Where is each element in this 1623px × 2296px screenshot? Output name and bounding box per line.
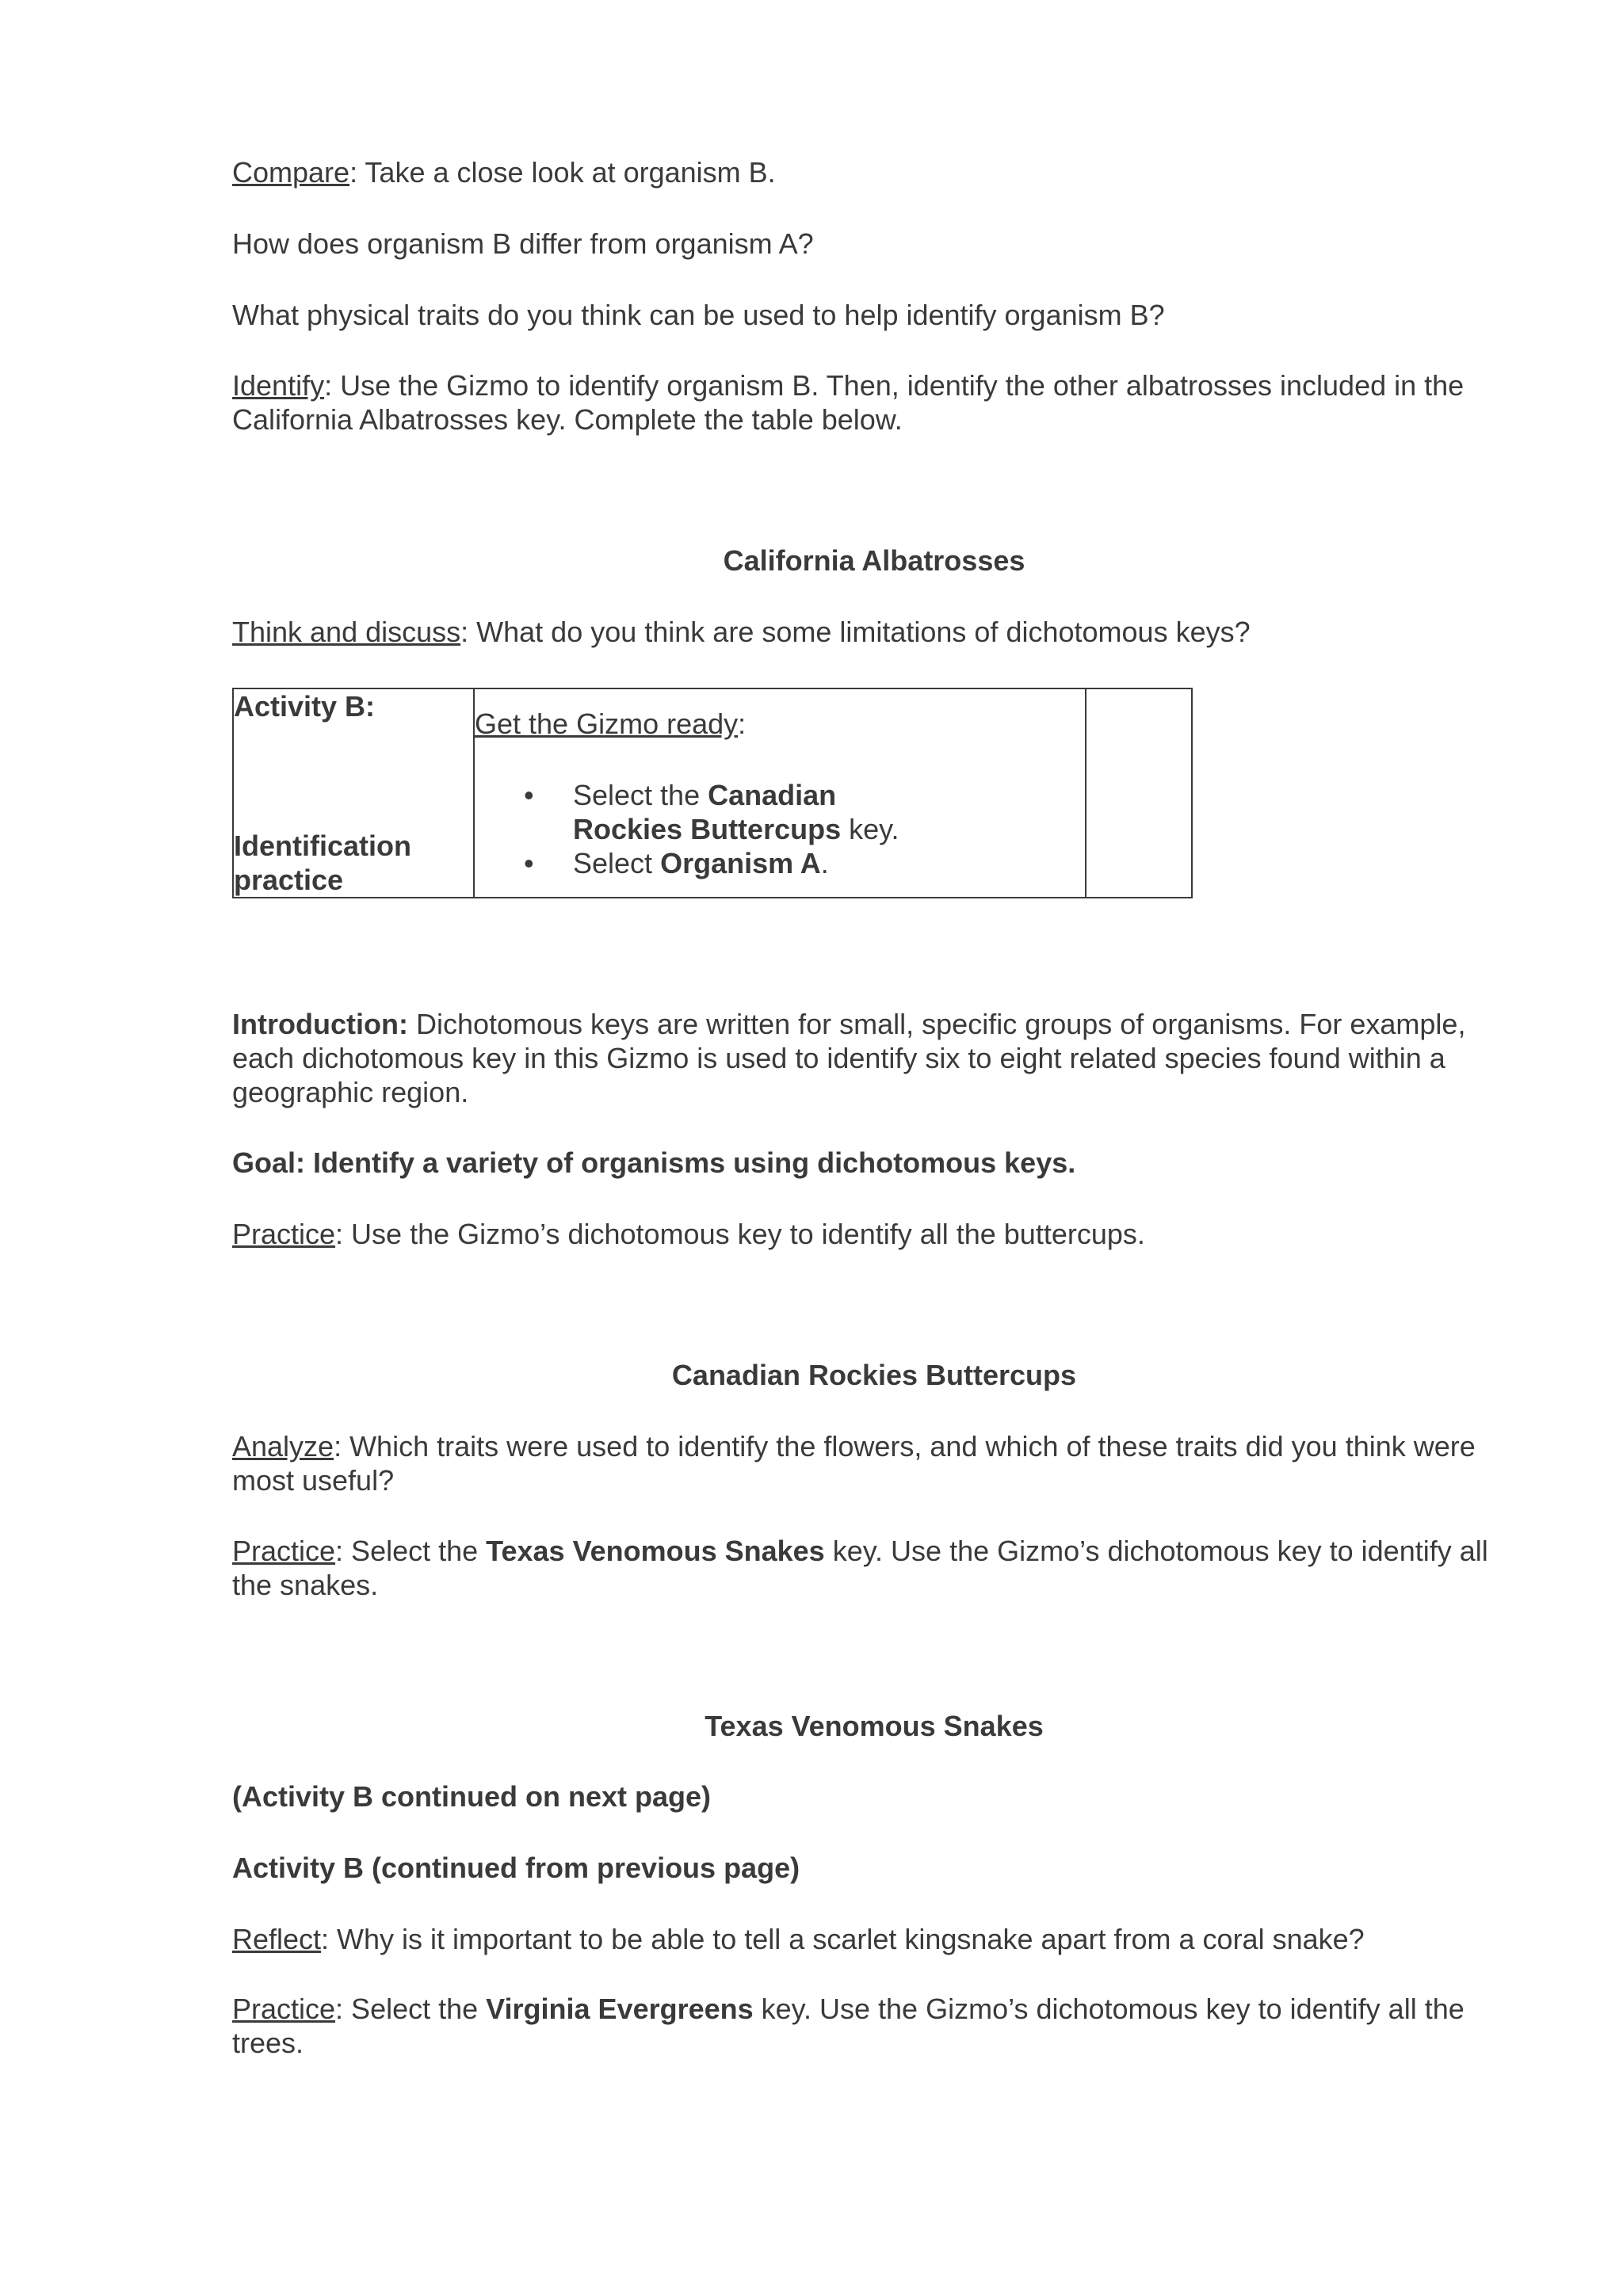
think-label: Think and discuss: [232, 616, 461, 648]
image-cell: [1086, 689, 1191, 897]
gizmo-ready-cell: [475, 689, 1086, 897]
compare-label: Compare: [232, 156, 350, 189]
list-item: • Select Organism A.: [524, 847, 829, 879]
reflect-label: Reflect: [232, 1923, 322, 1955]
identify-label: Identify: [232, 369, 325, 402]
introduction-paragraph: [232, 1007, 1516, 1109]
heading-snakes: Texas Venomous Snakes: [705, 1710, 1044, 1742]
continued-next: (Activity B continued on next page): [232, 1780, 712, 1813]
practice-buttercups: Practice: Use the Gizmo’s dichotomous key to identify all the buttercups.: [232, 1218, 1145, 1250]
analyze-label: Analyze: [232, 1430, 334, 1463]
practice-evergreens: Practice: Select the Virginia Evergreens key. Use the Gizmo’s dichotomous key to identify all the trees.: [232, 1993, 1465, 2059]
practice-label: Practice: [232, 1993, 336, 2025]
introduction-label: Introduction:: [232, 1008, 408, 1040]
document-page: [232, 0, 1516, 2296]
continued-prev: Activity B (continued from previous page): [232, 1852, 800, 1884]
introduction-text: Dichotomous keys are written for small, specific groups of organisms. For example, each dichotomous key in this Gizmo is used to identify six to eight related species found within a geographic region.: [232, 1008, 1466, 1108]
gizmo-ready-heading: [475, 707, 746, 741]
differ-question: How does organism B differ from organism A?: [232, 227, 814, 260]
bullet-icon: •: [524, 779, 534, 811]
activity-subtitle: Identification practice: [234, 830, 411, 896]
gizmo-ready-list: [475, 778, 918, 880]
analyze-paragraph: Analyze: Which traits were used to identify the flowers, and which of these traits did you think were most useful?: [232, 1430, 1476, 1497]
identify-text: : Use the Gizmo to identify organism B. Then, identify the other albatrosses included in the California Albatrosses key. Complete the table below.: [232, 369, 1465, 436]
activity-title: Activity B:: [234, 690, 376, 723]
compare-text: : Take a close look at organism B.: [349, 156, 776, 189]
compare-paragraph: [232, 155, 1516, 189]
traits-question: What physical traits do you think can be used to help identify organism B?: [232, 299, 1165, 331]
heading-buttercups: Canadian Rockies Buttercups: [671, 1359, 1077, 1391]
practice-label: Practice: [232, 1535, 336, 1567]
heading-albatrosses: California Albatrosses: [723, 544, 1025, 577]
activity-title-cell: [234, 689, 475, 897]
think-paragraph: [232, 615, 1516, 649]
goal-statement: Goal: Identify a variety of organisms using dichotomous keys.: [232, 1146, 1076, 1179]
reflect-paragraph: Reflect: Why is it important to be able to tell a scarlet kingsnake apart from a coral snake?: [232, 1923, 1365, 1955]
list-item: • Select the Canadian Rockies Buttercups key.: [524, 779, 899, 845]
think-text: : What do you think are some limitations of dichotomous keys?: [460, 616, 1251, 648]
gizmo-ready-colon: :: [738, 707, 747, 740]
gizmo-ready-label: Get the Gizmo ready: [475, 707, 739, 740]
practice-snakes: Practice: Select the Texas Venomous Snakes key. Use the Gizmo’s dichotomous key to identify all the snakes.: [232, 1535, 1488, 1601]
activity-table: [232, 688, 1193, 898]
bullet-icon: •: [524, 847, 534, 879]
practice-label: Practice: [232, 1218, 336, 1250]
identify-paragraph: [232, 368, 1516, 437]
